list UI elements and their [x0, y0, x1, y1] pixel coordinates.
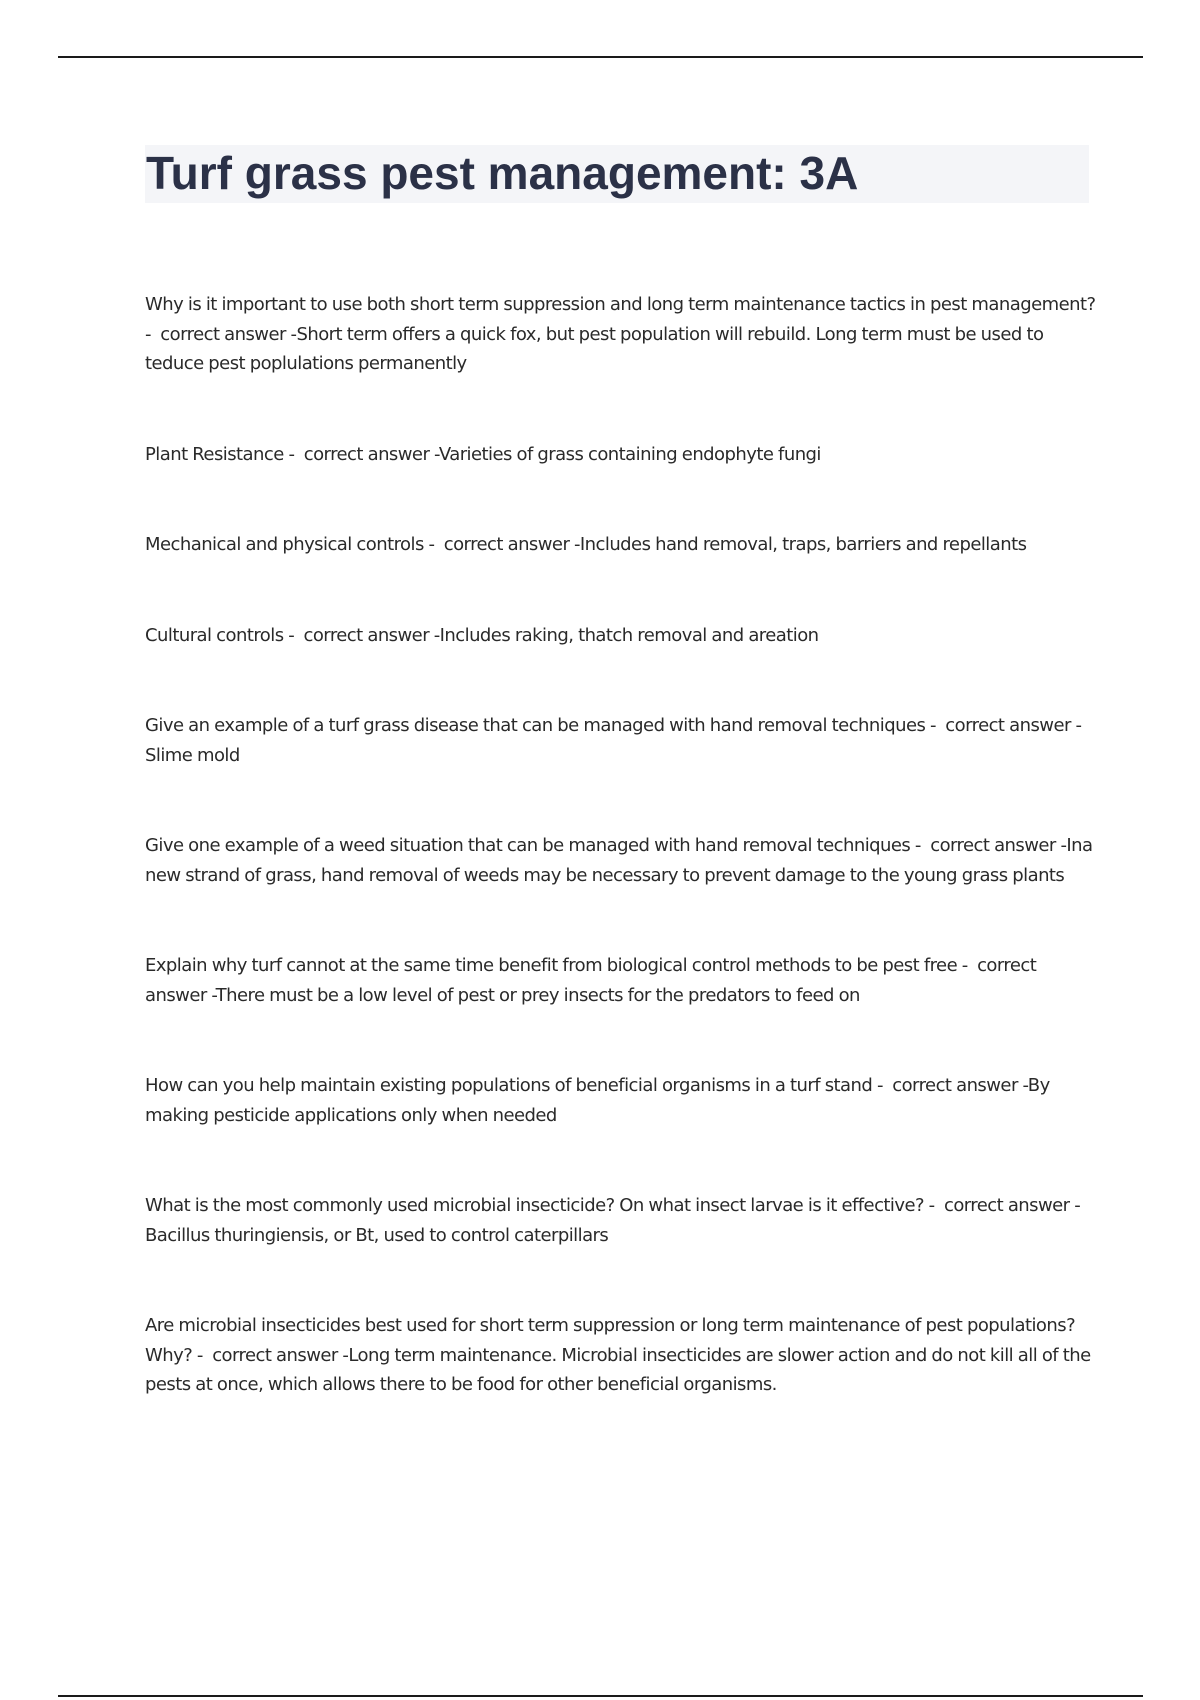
- qa-answer: -Varieties of grass containing endophyte fungi: [433, 443, 821, 465]
- qa-question: Cultural controls -: [145, 624, 295, 646]
- qa-question: Give one example of a weed situation that can be managed with hand removal techniques -: [145, 835, 921, 856]
- qa-answer-label: correct answer: [943, 1195, 1070, 1216]
- qa-answer: -By making pesticide applications only when needed: [145, 1075, 1050, 1126]
- qa-answer-label: correct answer: [212, 1344, 338, 1366]
- qa-item: [145, 1311, 1100, 1400]
- qa-item: [145, 951, 1100, 1010]
- qa-answer: -Bacillus thuringiensis, or Bt, used to control caterpillars: [145, 1195, 1081, 1246]
- qa-question: How can you help maintain existing populations of beneficial organisms in a turf stand -: [145, 1075, 883, 1096]
- qa-answer-label: correct answer: [160, 323, 286, 345]
- qa-answer-label: correct answer: [145, 955, 1037, 1006]
- qa-item: [145, 290, 1100, 379]
- qa-item: [145, 440, 1100, 470]
- qa-question: What is the most commonly used microbial insecticide? On what insect larvae is it effective? -: [145, 1195, 935, 1216]
- qa-item: [145, 711, 1100, 770]
- qa-answer: -Short term offers a quick fox, but pest population will rebuild. Long term must be used to teduce pest poplulations permanently: [145, 323, 1044, 374]
- qa-answer-label: correct answer: [303, 624, 430, 646]
- top-divider: [58, 56, 1143, 58]
- qa-answer-label: correct answer: [303, 443, 430, 465]
- qa-answer: -There must be a low level of pest or prey insects for the predators to feed on: [211, 984, 860, 1006]
- qa-question: Why is it important to use both short term suppression and long term maintenance tactics in pest management? -: [145, 294, 1096, 345]
- document-title: Turf grass pest management: 3A: [146, 147, 859, 199]
- qa-answer: -Includes raking, thatch removal and areation: [433, 624, 819, 646]
- qa-answer: -Ina new strand of grass, hand removal of weeds may be necessary to prevent damage to the young grass plants: [145, 835, 1093, 886]
- qa-answer-label: correct answer: [930, 835, 1056, 856]
- qa-answer: -Slime mold: [145, 715, 1082, 766]
- qa-question: Mechanical and physical controls -: [145, 534, 435, 555]
- qa-item: [145, 530, 1100, 560]
- qa-question: Plant Resistance -: [145, 443, 295, 465]
- qa-question: Are microbial insecticides best used for short term suppression or long term maintenance of pest populations? Why? -: [145, 1315, 1076, 1366]
- qa-list: [145, 290, 1100, 1461]
- qa-item: [145, 1071, 1100, 1130]
- qa-answer: -Long term maintenance. Microbial insecticides are slower action and do not kill all of the pests at once, which allows there to be food for other beneficial organisms.: [145, 1344, 1091, 1395]
- qa-question: Explain why turf cannot at the same time benefit from biological control methods to be pest free -: [145, 955, 968, 976]
- bottom-divider: [58, 1695, 1143, 1697]
- qa-answer-label: correct answer: [892, 1075, 1018, 1096]
- qa-item: [145, 831, 1100, 890]
- qa-item: [145, 1191, 1100, 1250]
- qa-question: Give an example of a turf grass disease that can be managed with hand removal techniques -: [145, 715, 936, 736]
- qa-answer-label: correct answer: [443, 534, 570, 555]
- qa-answer-label: correct answer: [945, 715, 1071, 736]
- qa-answer: -Includes hand removal, traps, barriers and repellants: [573, 534, 1027, 555]
- qa-item: [145, 621, 1100, 651]
